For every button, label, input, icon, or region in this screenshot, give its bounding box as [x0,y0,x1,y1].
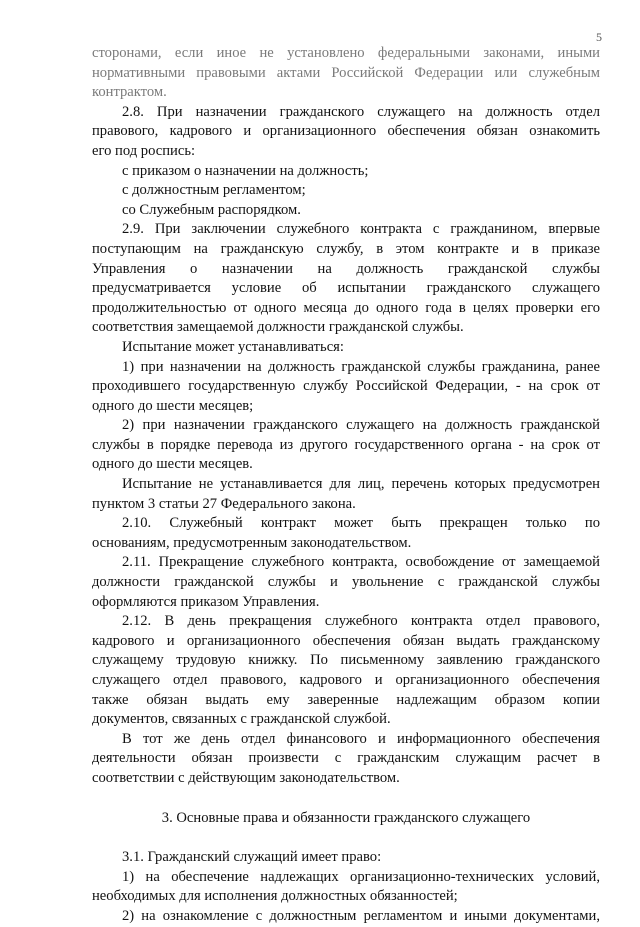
spacer [92,789,600,809]
text-line: 2.9. При заключении служебного контракта с гражданином, впервые [122,221,600,238]
text-line: кадрового и организационного обеспечения обязан выдать гражданскому [92,632,600,649]
text-line: пунктом 3 статьи 27 Федерального закона. [92,495,356,512]
page-number: 5 [596,30,602,44]
text-line: оформляются приказом Управления. [92,593,320,610]
text-line: службы в порядке перевода из другого государственного органа - на срок от [92,436,600,453]
text-line: 1) на обеспечение надлежащих организационно-технических условий, [122,868,600,885]
text-line: правового, кадрового и организационного обеспечения обязан ознакомить [92,123,600,140]
text-line: 2.11. Прекращение служебного контракта, освобождение от замещаемой [122,554,600,571]
text-line: одного до шести месяцев; [92,397,254,414]
text-line: с должностным регламентом; [122,182,306,199]
text-line: В тот же день отдел финансового и информационного обеспечения [122,730,600,747]
paragraph-block-section-2 [92,44,600,789]
text-line: 2) при назначении гражданского служащего на должность гражданской [122,417,600,434]
text-line: документов, связанных с гражданской службой. [92,711,391,728]
text-line: предусматривается условие об испытании гражданского служащего [92,280,600,297]
text-line: сторонами, если иное не установлено федеральными законами, иными [92,45,600,61]
text-line: 3.1. Гражданский служащий имеет право: [122,849,382,866]
text-line: должности гражданской службы и увольнение с гражданской службы [92,574,600,591]
text-line: 2.8. При назначении гражданского служащего на должность отдел [122,103,600,120]
text-line: Испытание не устанавливается для лиц, перечень которых предусмотрен [122,476,600,493]
document-body [92,44,600,927]
text-line: также обязан выдать ему заверенные надлежащим образом копии [92,691,600,708]
text-line: 2.12. В день прекращения служебного контракта отдел правового, [122,613,600,630]
text-line: с приказом о назначении на должность; [122,162,369,179]
text-line: продолжительностью от одного месяца до одного года в целях проверки его [92,299,600,316]
text-line: соответствии с действующим законодательством. [92,769,400,786]
text-line: одного до шести месяцев. [92,456,253,473]
text-line: соответствия замещаемой должности гражданской службы. [92,319,464,336]
text-line: 2) на ознакомление с должностным регламентом и иными документами, [122,907,600,924]
text-line: основаниям, предусмотренным законодательством. [92,534,412,551]
text-line: необходимых для исполнения должностных обязанностей; [92,888,458,905]
paragraph-block-section-3 [92,848,600,926]
text-line: его под роспись: [92,142,196,159]
text-line: со Служебным распорядком. [122,201,301,218]
text-line: Испытание может устанавливаться: [122,338,344,355]
text-line: проходившего государственную службу Российской Федерации, - на срок от [92,378,600,395]
section-heading: 3. Основные права и обязанности гражданского служащего [161,809,531,826]
spacer [92,828,600,848]
text-line: служащему трудовую книжку. По письменному заявлению гражданского [92,652,600,669]
text-line: служащего отдел правового, кадрового и организационного обеспечения [92,672,600,688]
text-line: контрактом. [92,84,167,101]
text-line: деятельности обязан произвести с гражданским служащим расчет в [92,750,600,767]
text-line: нормативными правовыми актами Российской Федерации или служебным [92,64,600,81]
text-line: поступающим на гражданскую службу, в этом контракте и в приказе [92,240,600,257]
text-line: 1) при назначении на должность гражданской службы гражданина, ранее [122,358,600,375]
text-line: 2.10. Служебный контракт может быть прекращен только по [122,515,600,532]
text-line: Управления о назначении на должность гражданской службы [92,260,600,277]
